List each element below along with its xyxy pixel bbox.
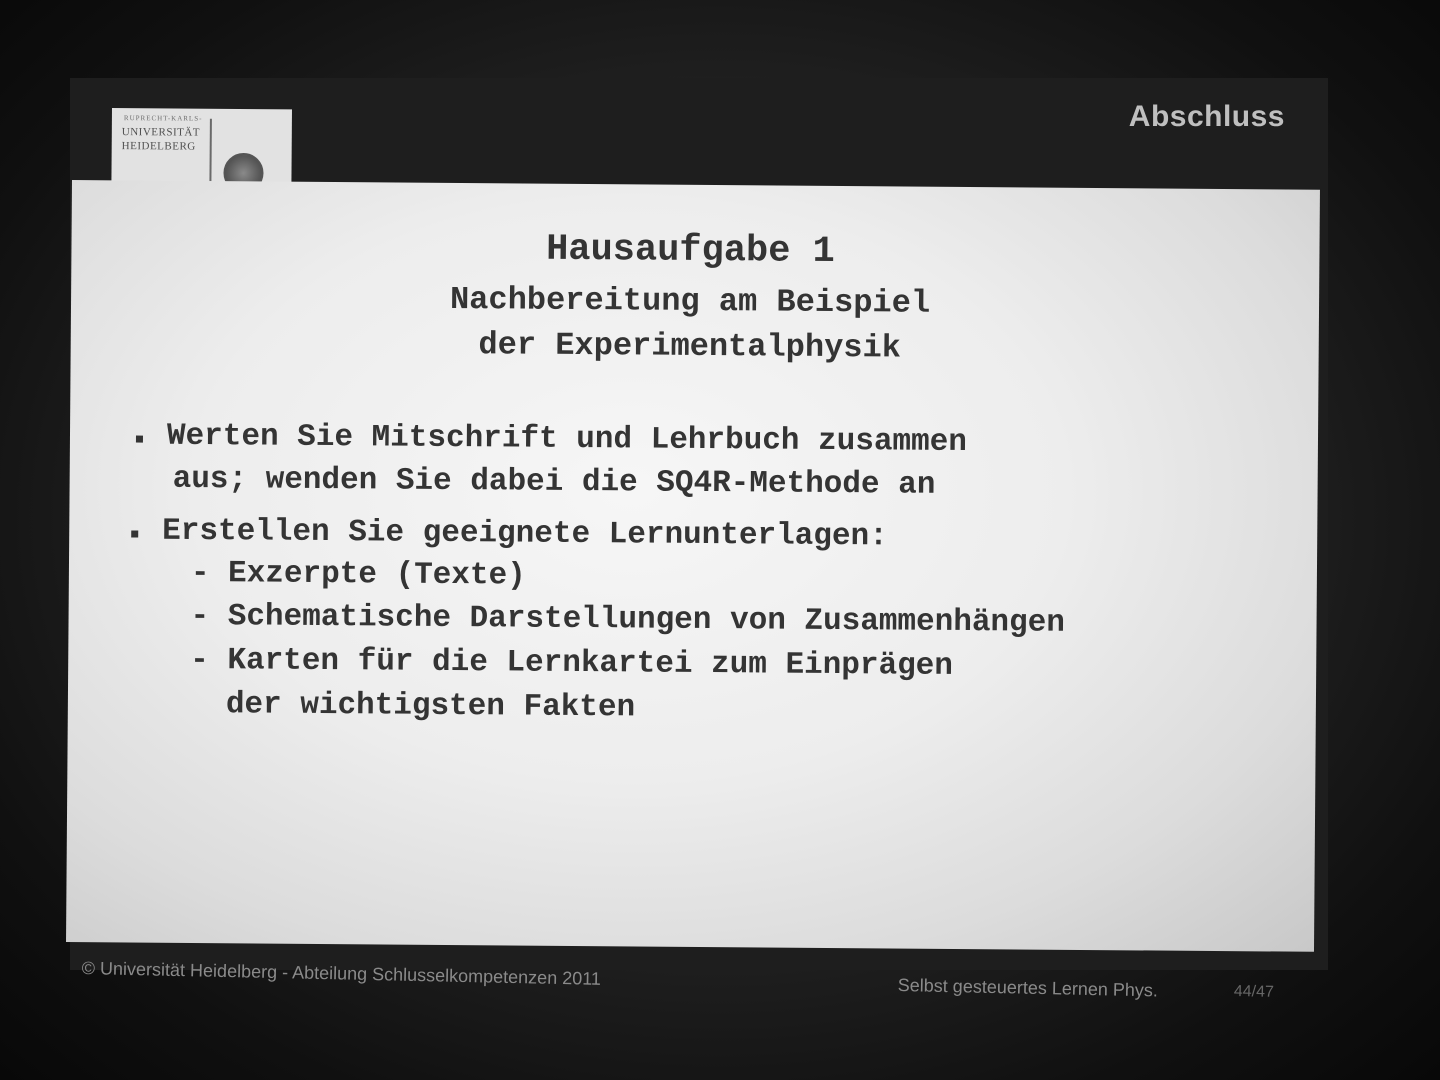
sub-item-flashcards-line2: der wichtigsten Fakten	[225, 687, 636, 726]
logo-text-line2: HEIDELBERG	[121, 140, 196, 153]
sub-item-flashcards-line1: - Karten für die Lernkartei zum Einprägen	[190, 642, 954, 684]
footer-page-number: 44/47	[1233, 983, 1275, 1001]
footer-course-title: Selbst gesteuertes Lernen Phys.	[897, 975, 1159, 1001]
logo-text-line1: UNIVERSITÄT	[121, 126, 201, 139]
sub-item-schematics: - Schematische Darstellungen von Zusammenhängen	[190, 598, 1066, 641]
footer-copyright: © Universität Heidelberg - Abteilung Schlusselkompetenzen 2011	[81, 958, 602, 989]
logo-overline: RUPRECHT-KARLS-	[123, 114, 203, 123]
slide-subheading-line1: Nachbereitung am Beispiel	[449, 280, 931, 322]
logo-divider	[209, 119, 212, 191]
bullet-2-line1: Erstellen Sie geeignete Lernunterlagen:	[162, 513, 888, 555]
bullet-1-line2: aus; wenden Sie dabei die SQ4R-Methode an	[172, 461, 936, 503]
bullet-1-line1: Werten Sie Mitschrift und Lehrbuch zusammen	[166, 418, 968, 461]
bullet-marker	[131, 530, 138, 537]
sub-item-excerpts: - Exzerpte (Texte)	[190, 555, 526, 594]
bullet-marker	[136, 436, 143, 443]
slide-section-title: Abschluss	[1128, 100, 1285, 133]
slide-heading: Hausaufgabe 1	[545, 228, 835, 273]
slide-subheading-line2: der Experimentalphysik	[478, 326, 902, 367]
slide-content	[66, 180, 1320, 950]
